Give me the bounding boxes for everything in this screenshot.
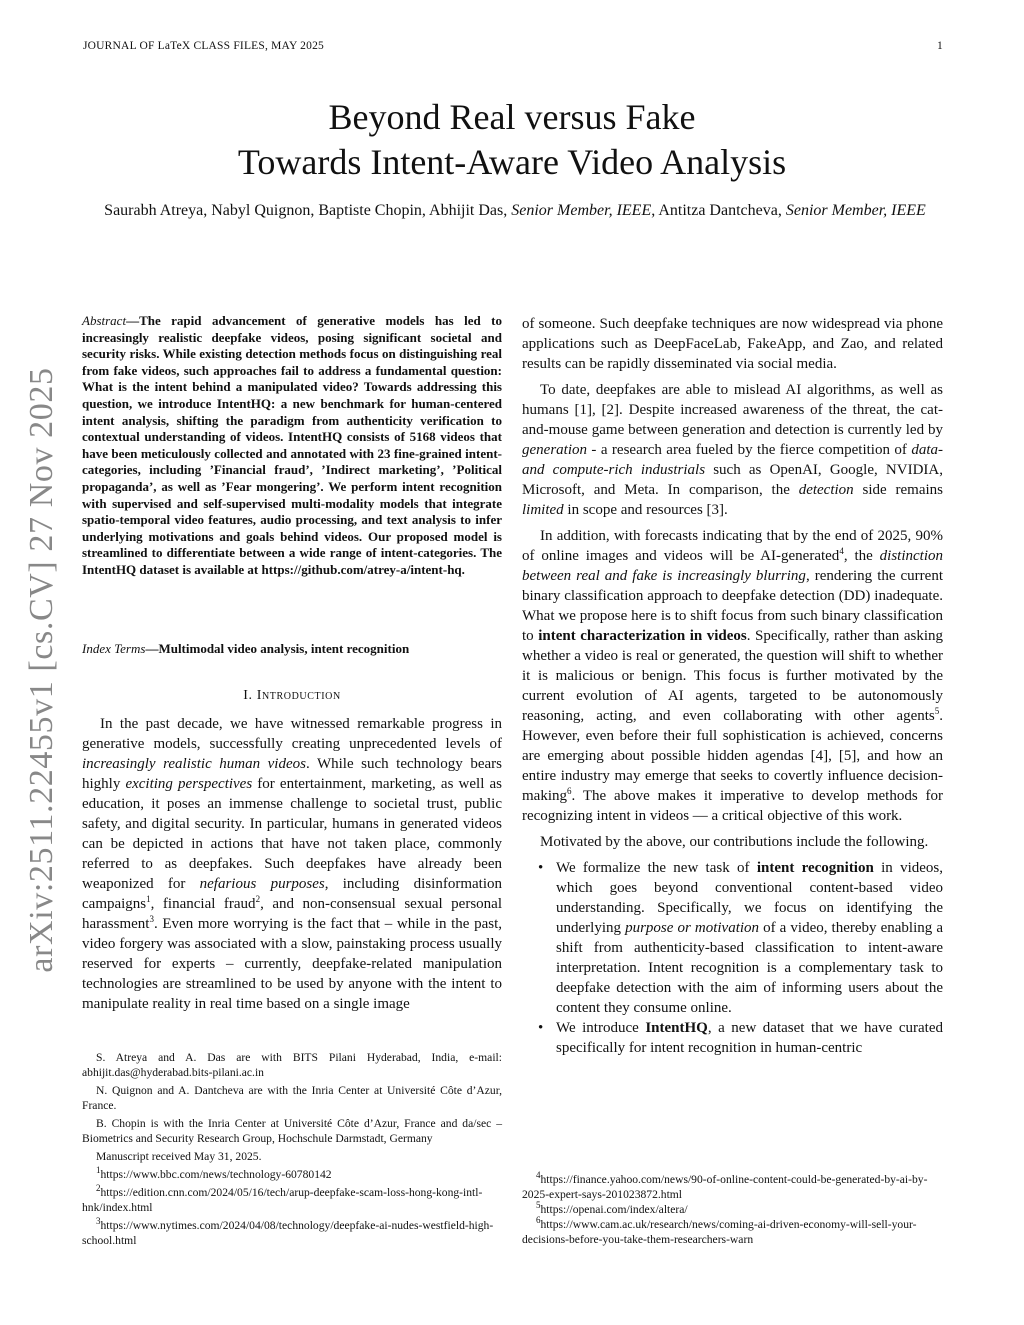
paragraph-text: . Specifically, rather than asking whether a video is real or generated, the question will shift to whether it is malicious or benign. This focus is further motivated by the current evolution of AI agents, targeted to be autonomously reasoning, acting, and even collaborating with other agents: [522, 628, 943, 724]
list-item: [556, 1018, 943, 1058]
footnote-2: [82, 1185, 502, 1215]
page-number: 1: [937, 40, 943, 52]
footnote-marker: 3: [149, 914, 154, 924]
intro-text: In the past decade, we have witnessed remarkable progress in generative models, successfully creating unprecedented levels of: [82, 716, 502, 752]
abstract: [82, 313, 502, 579]
footnote-marker: 4: [839, 546, 844, 556]
abstract-label: Abstract: [82, 313, 127, 328]
emphasis: distinction between real and fake is increasingly blurring: [522, 548, 944, 584]
intro-text: . Even more worrying is the fact that – while in the past, video forgery was associated with a slow, painstaking process usually reserved for experts – currently, deepfake-related manipulation technologies are streamlined to be used by anyone with the intent to manipulate reality in real time based on a single image: [82, 916, 502, 1012]
emphasis: purpose or motivation: [625, 920, 760, 936]
footnote-marker: 1: [146, 894, 151, 904]
section-title: Introduction: [256, 688, 341, 703]
list-text: We introduce: [556, 1020, 646, 1036]
intro-text: , financial fraud: [150, 896, 256, 912]
paragraph-text: , the: [843, 548, 880, 564]
intro-emphasis: increasingly realistic human videos: [82, 756, 306, 772]
paper-title: [0, 95, 1024, 185]
intro-text: for entertainment, marketing, as well as education, it poses an immense challenge to societal trust, public safety, and digital security. In particular, humans in generated videos can be depicted in actions that have not taken place, commonly referred to as deepfakes. Such deepfakes have already been weaponized for: [82, 776, 502, 892]
paragraph: [522, 380, 943, 520]
paragraph: of someone. Such deepfake techniques are now widespread via phone applications such as DeepFaceLab, FakeApp, and Zao, and related results can be rapidly disseminated via social media.: [522, 316, 943, 372]
bold-emphasis: IntentHQ: [645, 1020, 708, 1036]
intro-emphasis: exciting perspectives: [125, 776, 253, 792]
intro-emphasis: nefarious purposes: [199, 876, 325, 892]
authors-part-2: , Antitza Dantcheva,: [651, 202, 786, 219]
emphasis: limited: [522, 502, 564, 518]
manuscript-received: Manuscript received May 31, 2025.: [96, 1150, 262, 1163]
paragraph-text: side remains: [853, 482, 943, 498]
footnote-number: 1: [96, 1165, 101, 1176]
list-text: in videos, which goes beyond conventional content-based video understanding. Specifically, we focus on identifying the underlying: [556, 860, 943, 936]
affiliation-note: B. Chopin is with the Inria Center at Université Côte d’Azur, France and da/sec – Biometrics and Security Research Group, Hochschule Darmstadt, Germany: [82, 1117, 502, 1145]
paragraph: Motivated by the above, our contributions include the following.: [540, 834, 929, 850]
authors-part-1: Saurabh Atreya, Nabyl Quignon, Baptiste Chopin, Abhijit Das,: [104, 202, 512, 219]
footnote-number: 2: [96, 1183, 101, 1194]
footnote-url[interactable]: https://openai.com/index/altera/: [540, 1203, 688, 1216]
intro-text: . While such technology bears highly: [82, 756, 502, 792]
list-text: We formalize the new task of: [556, 860, 757, 876]
index-terms: [82, 640, 502, 657]
paragraph-text: , rendering the current binary classification approach to deepfake detection (DD) inadequate. What we propose here is to shift focus from such binary classification to: [522, 568, 944, 644]
arxiv-identifier: arXiv:2511.22455v1 [cs.CV] 27 Nov 2025: [23, 367, 60, 973]
paragraph-text: such as OpenAI, Google, NVIDIA, Microsoft, and Meta. In comparison, the: [522, 462, 943, 498]
footnote-number: 4: [536, 1170, 541, 1181]
contribution-list: [522, 858, 943, 1058]
index-terms-text: —Multimodal video analysis, intent recognition: [145, 641, 410, 656]
intro-paragraph: [82, 714, 502, 1014]
footnote-4: [522, 1172, 943, 1202]
list-item: [556, 858, 943, 1018]
right-column-text: [522, 314, 943, 1058]
footnote-url[interactable]: https://www.nytimes.com/2024/04/08/technology/deepfake-ai-nudes-westfield-high-school.html: [82, 1219, 494, 1247]
index-terms-label: Index Terms: [82, 641, 146, 656]
footnote-number: 5: [536, 1200, 541, 1211]
arxiv-sidebar: [18, 367, 66, 973]
footnote-url[interactable]: https://www.bbc.com/news/technology-60780142: [100, 1168, 332, 1181]
author-list: [90, 200, 940, 222]
authors-role-2: Senior Member, IEEE: [785, 202, 926, 219]
section-number: I.: [243, 688, 257, 703]
paragraph-text: - a research area fueled by the fierce competition of: [587, 442, 912, 458]
footnote-marker: 5: [934, 706, 940, 716]
bold-emphasis: intent recognition: [756, 860, 874, 876]
paragraph-text: . The above makes it imperative to develop methods for recognizing intent in videos — a critical objective of this work.: [522, 788, 943, 824]
bold-emphasis: intent characterization in videos: [538, 628, 747, 644]
title-line-1: Beyond Real versus Fake: [328, 97, 696, 137]
intro-text: , and non-consensual sexual personal harassment: [82, 896, 502, 932]
footnote-1: [82, 1167, 502, 1182]
affiliation-note: N. Quignon and A. Dantcheva are with the Inria Center at Université Côte d’Azur, France.: [82, 1084, 502, 1112]
footnote-3: [82, 1218, 502, 1248]
authors-role-1: Senior Member, IEEE: [511, 202, 652, 219]
paragraph-text: To date, deepfakes are able to mislead AI algorithms, as well as humans [1], [2]. Despite increased awareness of the threat, the cat-and-mouse game between generation and detection is currently led by: [522, 382, 943, 438]
left-footnotes: [82, 1050, 502, 1251]
footnote-url[interactable]: https://www.cam.ac.uk/research/news/coming-ai-driven-economy-will-sell-your-decisions-before-you-take-them-researchers-warn: [522, 1218, 917, 1246]
paragraph: [522, 526, 943, 826]
running-header: JOURNAL OF LaTeX CLASS FILES, MAY 2025: [83, 40, 324, 52]
emphasis: detection: [798, 482, 854, 498]
footnote-5: [522, 1202, 943, 1217]
emphasis: data- and compute-rich industrials: [522, 442, 943, 478]
list-text: , a new dataset that we have curated specifically for intent recognition in human-centric: [556, 1020, 943, 1056]
paragraph-text: . However, even before their full sophistication is achieved, concerns are emerging about possible hidden agendas [4], [5], and how an entire industry may emerge that seeks to covertly influence decision-making: [522, 708, 943, 804]
paragraph-text: In addition, with forecasts indicating that by the end of 2025, 90% of online images and videos will be AI-generated: [522, 528, 943, 564]
footnote-number: 3: [96, 1216, 101, 1227]
section-heading-introduction: [82, 688, 502, 704]
intro-text: , including disinformation campaigns: [82, 876, 503, 912]
footnote-6: [522, 1217, 943, 1247]
affiliation-note: S. Atreya and A. Das are with BITS Pilani Hyderabad, India, e-mail: abhijit.das@hyderabad.bits-pilani.ac.in: [82, 1051, 502, 1079]
emphasis: generation: [522, 442, 587, 458]
footnote-url[interactable]: https://edition.cnn.com/2024/05/16/tech/arup-deepfake-scam-loss-hong-kong-intl-hnk/index.html: [82, 1186, 483, 1214]
footnote-marker: 2: [255, 894, 261, 904]
right-footnotes: [522, 1172, 943, 1247]
list-text: of a video, thereby enabling a shift from authenticity-based classification to intent-aware interpretation. Intent recognition is a complementary task to deepfake detection with the aim of informing users about the content they consume online.: [556, 920, 943, 1016]
abstract-text: —The rapid advancement of generative models has led to increasingly realistic deepfake videos, posing significant societal and security risks. While existing detection methods focus on distinguishing real from fake videos, such approaches fail to address a fundamental question: What is the intent behind a manipulated video? Towards addressing this question, we introduce IntentHQ: a new benchmark for human-centered intent analysis, shifting the paradigm from authenticity verification to contextual understanding of videos. IntentHQ consists of 5168 videos that have been meticulously collected and annotated with 23 fine-grained intent-categories, including ’Financial fraud’, ’Indirect marketing’, ’Political propaganda’, as well as ’Fear mongering’. We perform intent recognition with supervised and self-supervised multi-modality models that integrate spatio-temporal video features, audio processing, and text analysis to infer underlying motivations and goals behind videos. Our proposed model is streamlined to differentiate between a wide range of intent-categories. The IntentHQ dataset is available at https://github.com/atrey-a/intent-hq.: [82, 313, 502, 577]
footnote-number: 6: [536, 1215, 541, 1226]
footnote-marker: 6: [567, 786, 572, 796]
title-line-2: Towards Intent-Aware Video Analysis: [237, 142, 787, 182]
paragraph-text: in scope and resources [3].: [563, 502, 728, 518]
footnote-url[interactable]: https://finance.yahoo.com/news/90-of-online-content-could-be-generated-by-ai-by-2025-expert-says-201023872.html: [522, 1173, 928, 1201]
